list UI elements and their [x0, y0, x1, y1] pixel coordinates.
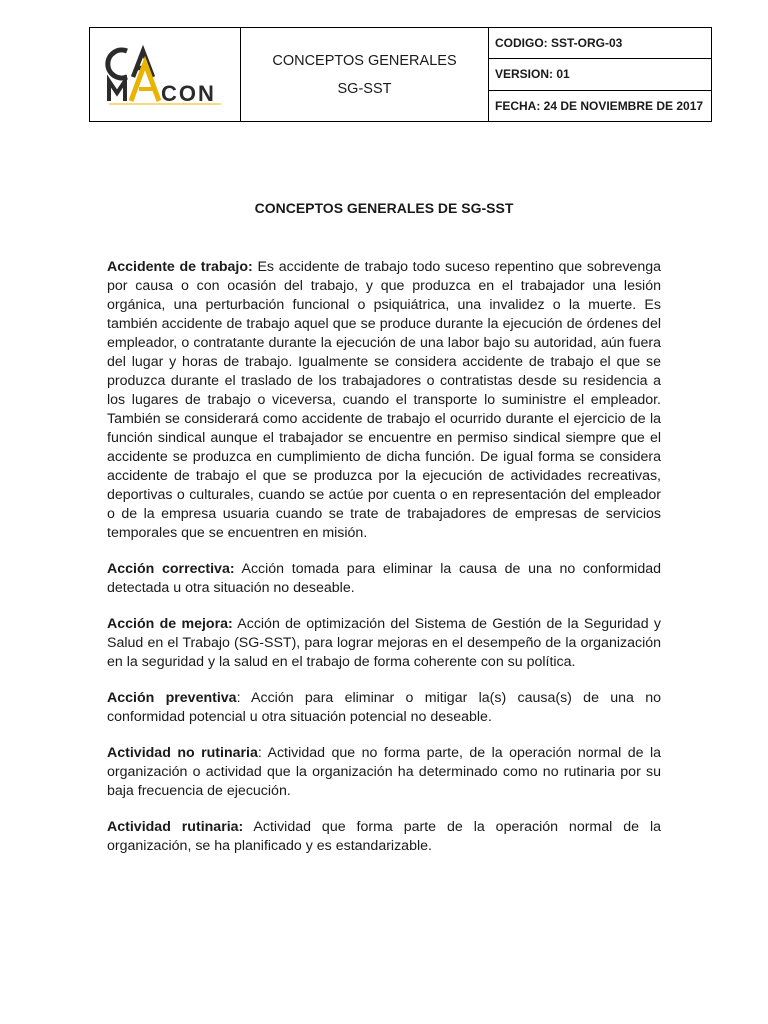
definition-text: : Actividad que no forma parte, de la operación normal de la organización o actividad que la organización ha determinado como no rutinaria por su baja frecuencia de ejecución.	[107, 745, 661, 799]
version-field: VERSION: 01	[489, 59, 711, 90]
definition-text: : Acción para eliminar o mitigar la(s) causa(s) de una no conformidad potencial u otra situación potencial no deseable.	[107, 690, 662, 725]
document-title: CONCEPTOS GENERALES DE SG-SST	[254, 200, 514, 216]
definitions-list	[107, 258, 661, 873]
definition-term: Actividad no rutinaria	[107, 745, 258, 761]
header-title-line1: CONCEPTOS GENERALES	[272, 52, 457, 69]
header-meta-cell	[489, 28, 711, 121]
definition-term: Actividad rutinaria:	[107, 819, 244, 835]
definition-accidente-de-trabajo	[107, 258, 661, 543]
definition-text: Acción tomada para eliminar la causa de una no conformidad detectada u otra situación no deseable.	[107, 561, 662, 596]
fecha-field: FECHA: 24 DE NOVIEMBRE DE 2017	[495, 98, 704, 113]
camacon-logo	[105, 43, 225, 107]
definition-accion-correctiva	[107, 560, 661, 598]
definition-actividad-rutinaria	[107, 818, 661, 856]
header-title-cell	[241, 28, 489, 121]
definition-term: Acción de mejora:	[107, 616, 233, 632]
definition-term: Accidente de trabajo:	[107, 259, 253, 275]
definition-text: Es accidente de trabajo todo suceso repentino que sobrevenga por causa o con ocasión del trabajo, y que produzca en el trabajador una lesión orgánica, una perturbación funcional o psiquiátrica, una invalidez o la muerte. Es también accidente de trabajo aquel que se produce durante la ejecución de órdenes del empleador, o contratante durante la ejecución de una labor bajo su autoridad, aún fuera del lugar y horas de trabajo. Igualmente se considera accidente de trabajo el que se produzca durante el traslado de los trabajadores o contratistas desde su residencia a los lugares de trabajo o viceversa, cuando el transporte lo suministre el empleador. También se considerará como accidente de trabajo el ocurrido durante el ejercicio de la función sindical aunque el trabajador se encuentre en permiso sindical siempre que el accidente se produzca en cumplimiento de dicha función. De igual forma se considera accidente de trabajo el que se produzca por la ejecución de actividades recreativas, deportivas o culturales, cuando se actúe por cuenta o en representación del empleador o de la empresa usuaria cuando se trate de trabajadores de empresas de servicios temporales que se encuentren en misión.	[107, 259, 661, 541]
document-header-table	[89, 27, 712, 122]
definition-actividad-no-rutinaria	[107, 744, 661, 801]
codigo-field: CODIGO: SST-ORG-03	[489, 28, 711, 59]
logo-cell	[90, 28, 241, 121]
definition-accion-preventiva	[107, 689, 661, 727]
definition-text: Actividad que forma parte de la operación normal de la organización, se ha planificado y es estandarizable.	[107, 819, 661, 854]
definition-term: Acción correctiva:	[107, 561, 235, 577]
definition-text: Acción de optimización del Sistema de Gestión de la Seguridad y Salud en el Trabajo (SG-SST), para lograr mejoras en el desempeño de la organización en la seguridad y la salud en el trabajo de forma coherente con su política.	[107, 616, 661, 670]
definition-accion-de-mejora	[107, 615, 661, 672]
definition-term: Acción preventiva	[107, 690, 237, 706]
svg-text:CON: CON	[161, 80, 216, 106]
header-title-line2: SG-SST	[337, 80, 392, 97]
